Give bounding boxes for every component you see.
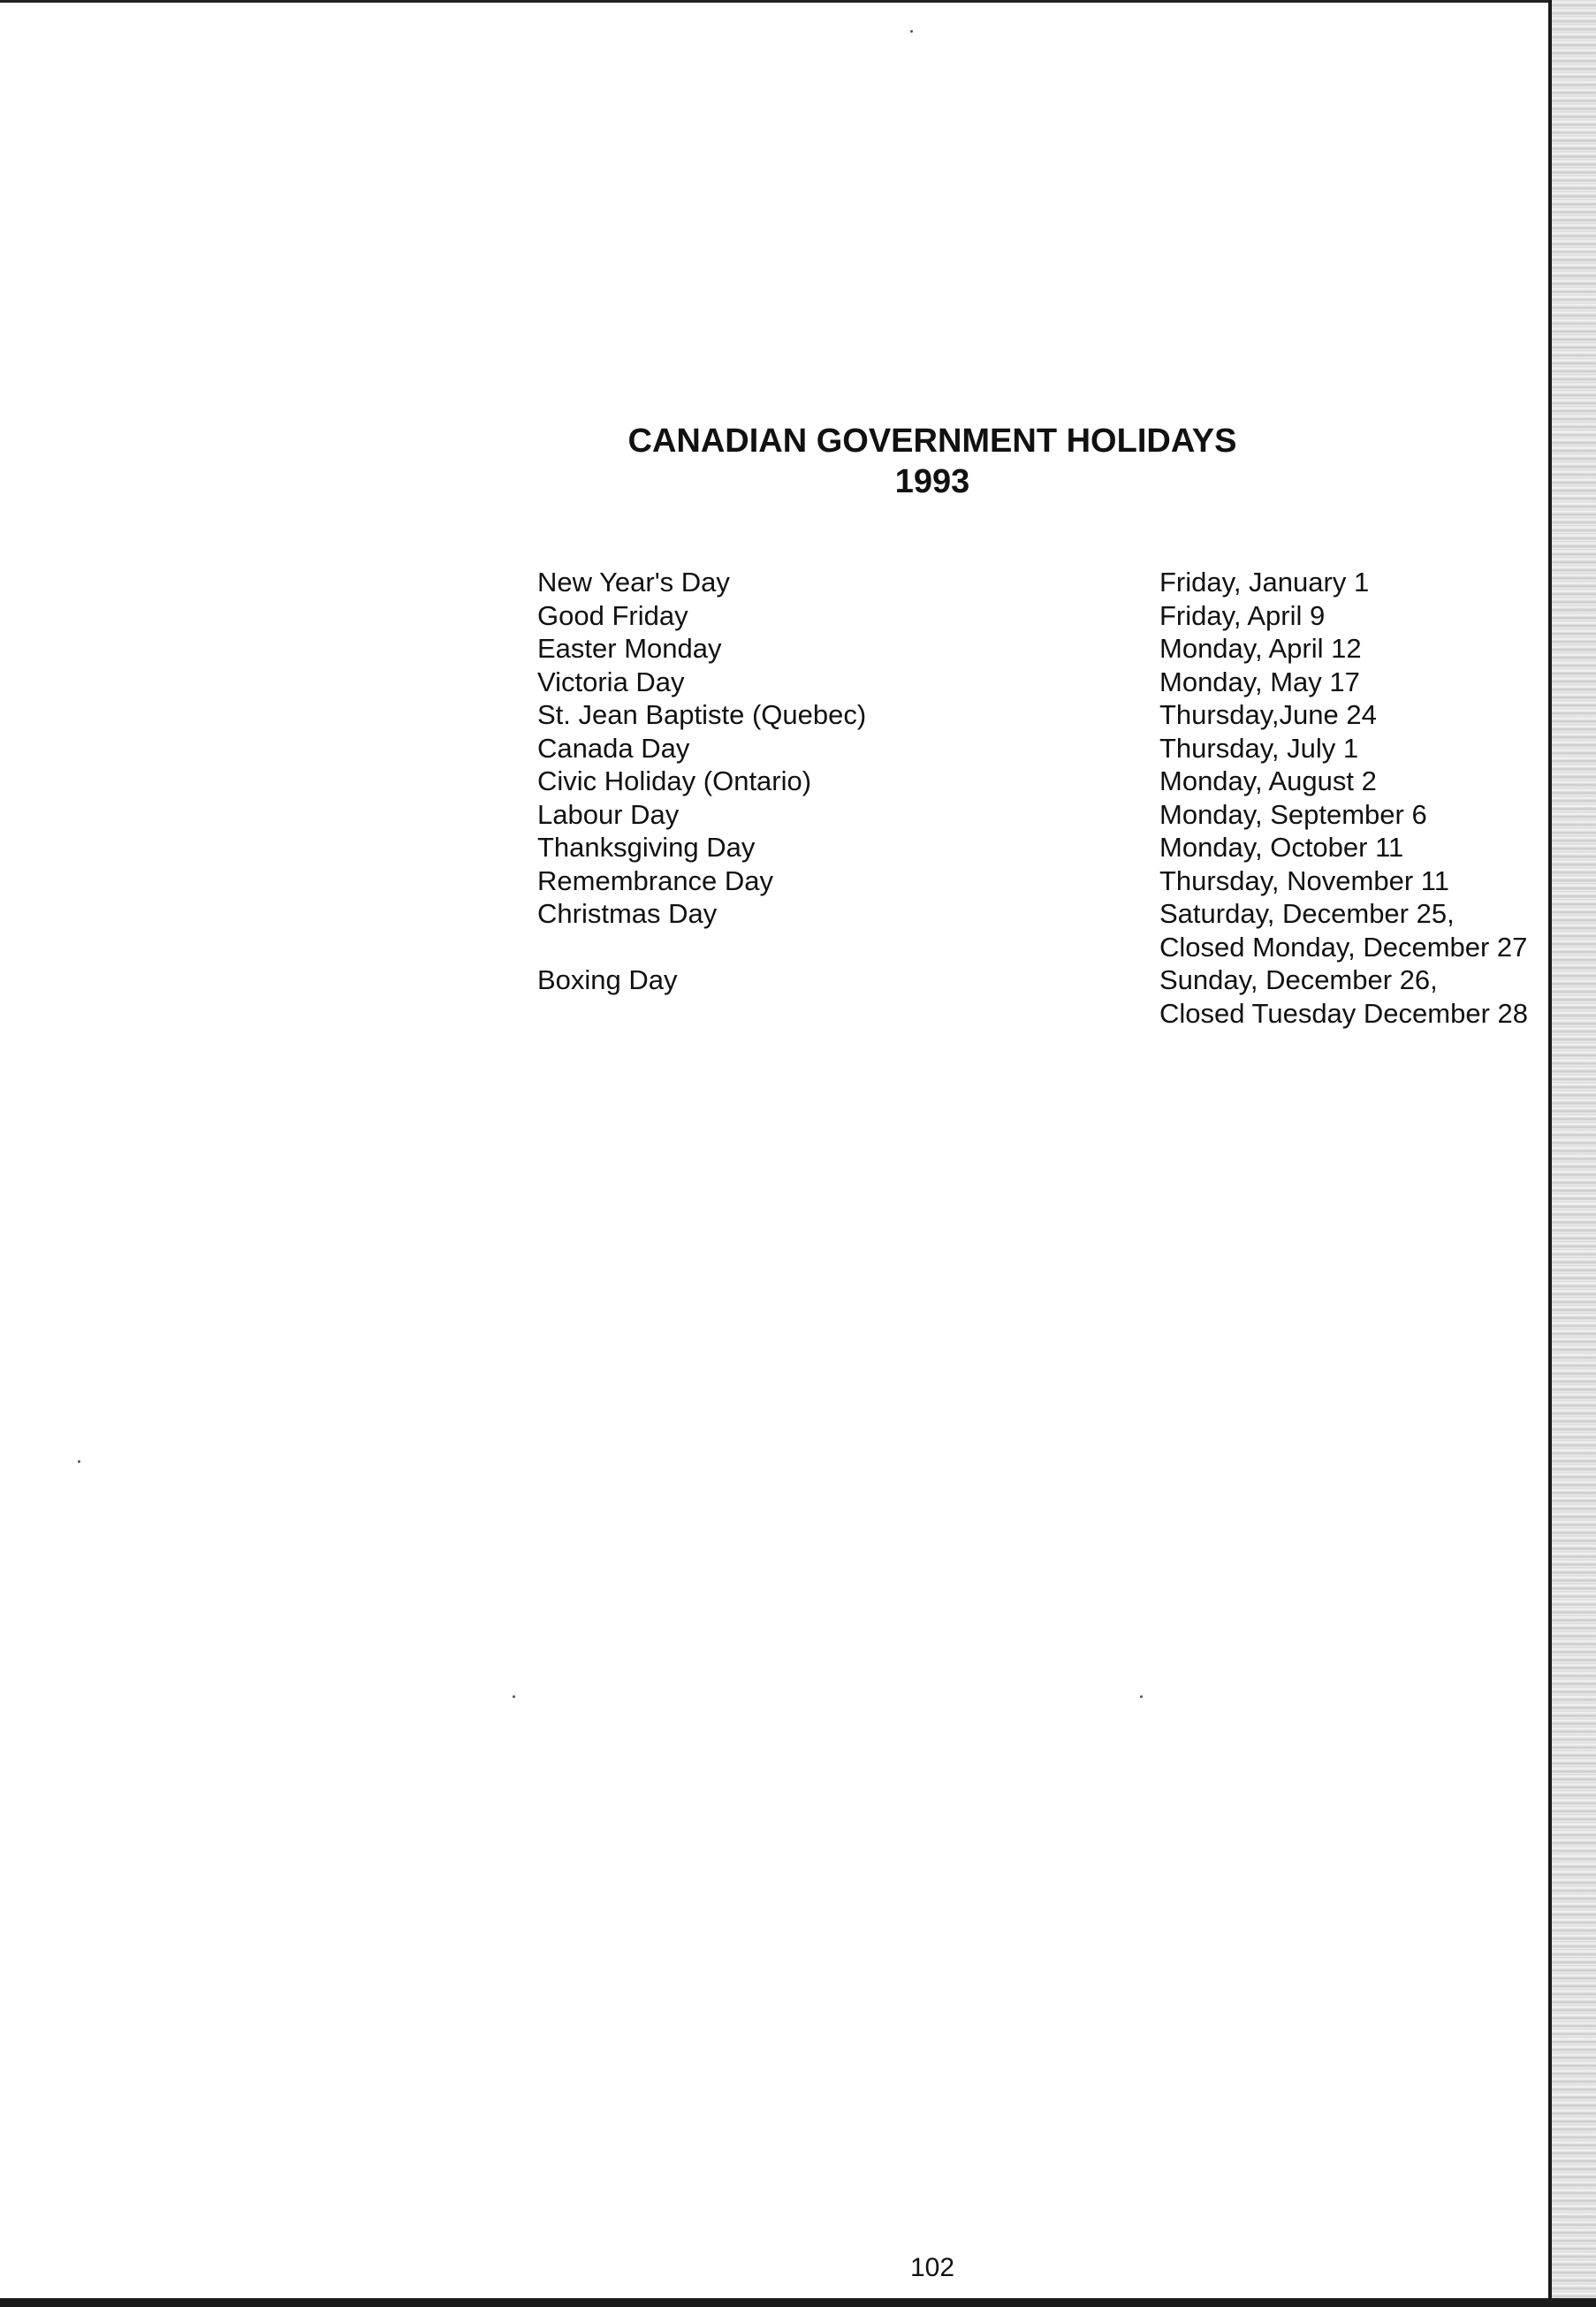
holiday-name: Boxing Day (537, 964, 678, 995)
holiday-name: New Year's Day (537, 567, 730, 598)
holiday-date: Friday, April 9 (1159, 599, 1326, 631)
holiday-name: Thanksgiving Day (537, 832, 756, 863)
holiday-name: Labour Day (537, 798, 680, 830)
page-number: 102 (909, 2253, 955, 2282)
scan-speck (513, 1695, 515, 1698)
bottom-border-rule (0, 2298, 1596, 2307)
holiday-date: Saturday, December 25, (1159, 898, 1455, 929)
scan-speck (910, 30, 913, 33)
top-border-rule (0, 0, 1555, 3)
holiday-name: Remembrance Day (537, 864, 774, 896)
page-edge-line (1548, 0, 1552, 2307)
holiday-date: Thursday,June 24 (1159, 699, 1377, 730)
holiday-table (537, 566, 1545, 1030)
holiday-date: Thursday, July 1 (1159, 732, 1359, 764)
holiday-row (537, 732, 1545, 765)
title-year: 1993 (894, 463, 970, 500)
holiday-row (537, 963, 1545, 997)
holiday-closure-note: Closed Tuesday December 28 (1159, 997, 1529, 1029)
scanned-page-edge (1548, 0, 1596, 2307)
holiday-row (537, 632, 1545, 666)
holiday-date: Thursday, November 11 (1159, 864, 1449, 896)
holiday-name: Easter Monday (537, 633, 722, 664)
holiday-date: Sunday, December 26, (1159, 964, 1438, 995)
scan-speck (78, 1460, 80, 1463)
holiday-date: Monday, September 6 (1159, 798, 1427, 830)
holiday-date: Monday, April 12 (1159, 633, 1362, 664)
holiday-row (537, 831, 1545, 864)
holiday-row (537, 765, 1545, 798)
holiday-row (537, 798, 1545, 832)
holiday-row (537, 566, 1545, 599)
holiday-date: Monday, May 17 (1159, 666, 1360, 697)
holiday-date: Monday, August 2 (1159, 765, 1377, 796)
holiday-name: Good Friday (537, 599, 688, 631)
title-heading: CANADIAN GOVERNMENT HOLIDAYS (627, 423, 1237, 460)
holiday-closure-note: Closed Monday, December 27 (1159, 931, 1528, 963)
holiday-name: Victoria Day (537, 666, 685, 697)
holiday-date: Monday, October 11 (1159, 832, 1404, 863)
holiday-row (537, 698, 1545, 732)
holiday-name: Civic Holiday (Ontario) (537, 765, 812, 796)
holiday-name: Canada Day (537, 732, 690, 764)
holiday-name: Christmas Day (537, 898, 718, 929)
scan-speck (1140, 1695, 1143, 1698)
holiday-row (537, 666, 1545, 699)
holiday-row (537, 864, 1545, 898)
holiday-row (537, 897, 1545, 931)
holiday-row (537, 599, 1545, 633)
holiday-date: Friday, January 1 (1159, 567, 1370, 598)
holiday-note-row (537, 931, 1545, 964)
holiday-note-row (537, 997, 1545, 1031)
document-title (0, 421, 1596, 502)
holiday-name: St. Jean Baptiste (Quebec) (537, 699, 867, 730)
